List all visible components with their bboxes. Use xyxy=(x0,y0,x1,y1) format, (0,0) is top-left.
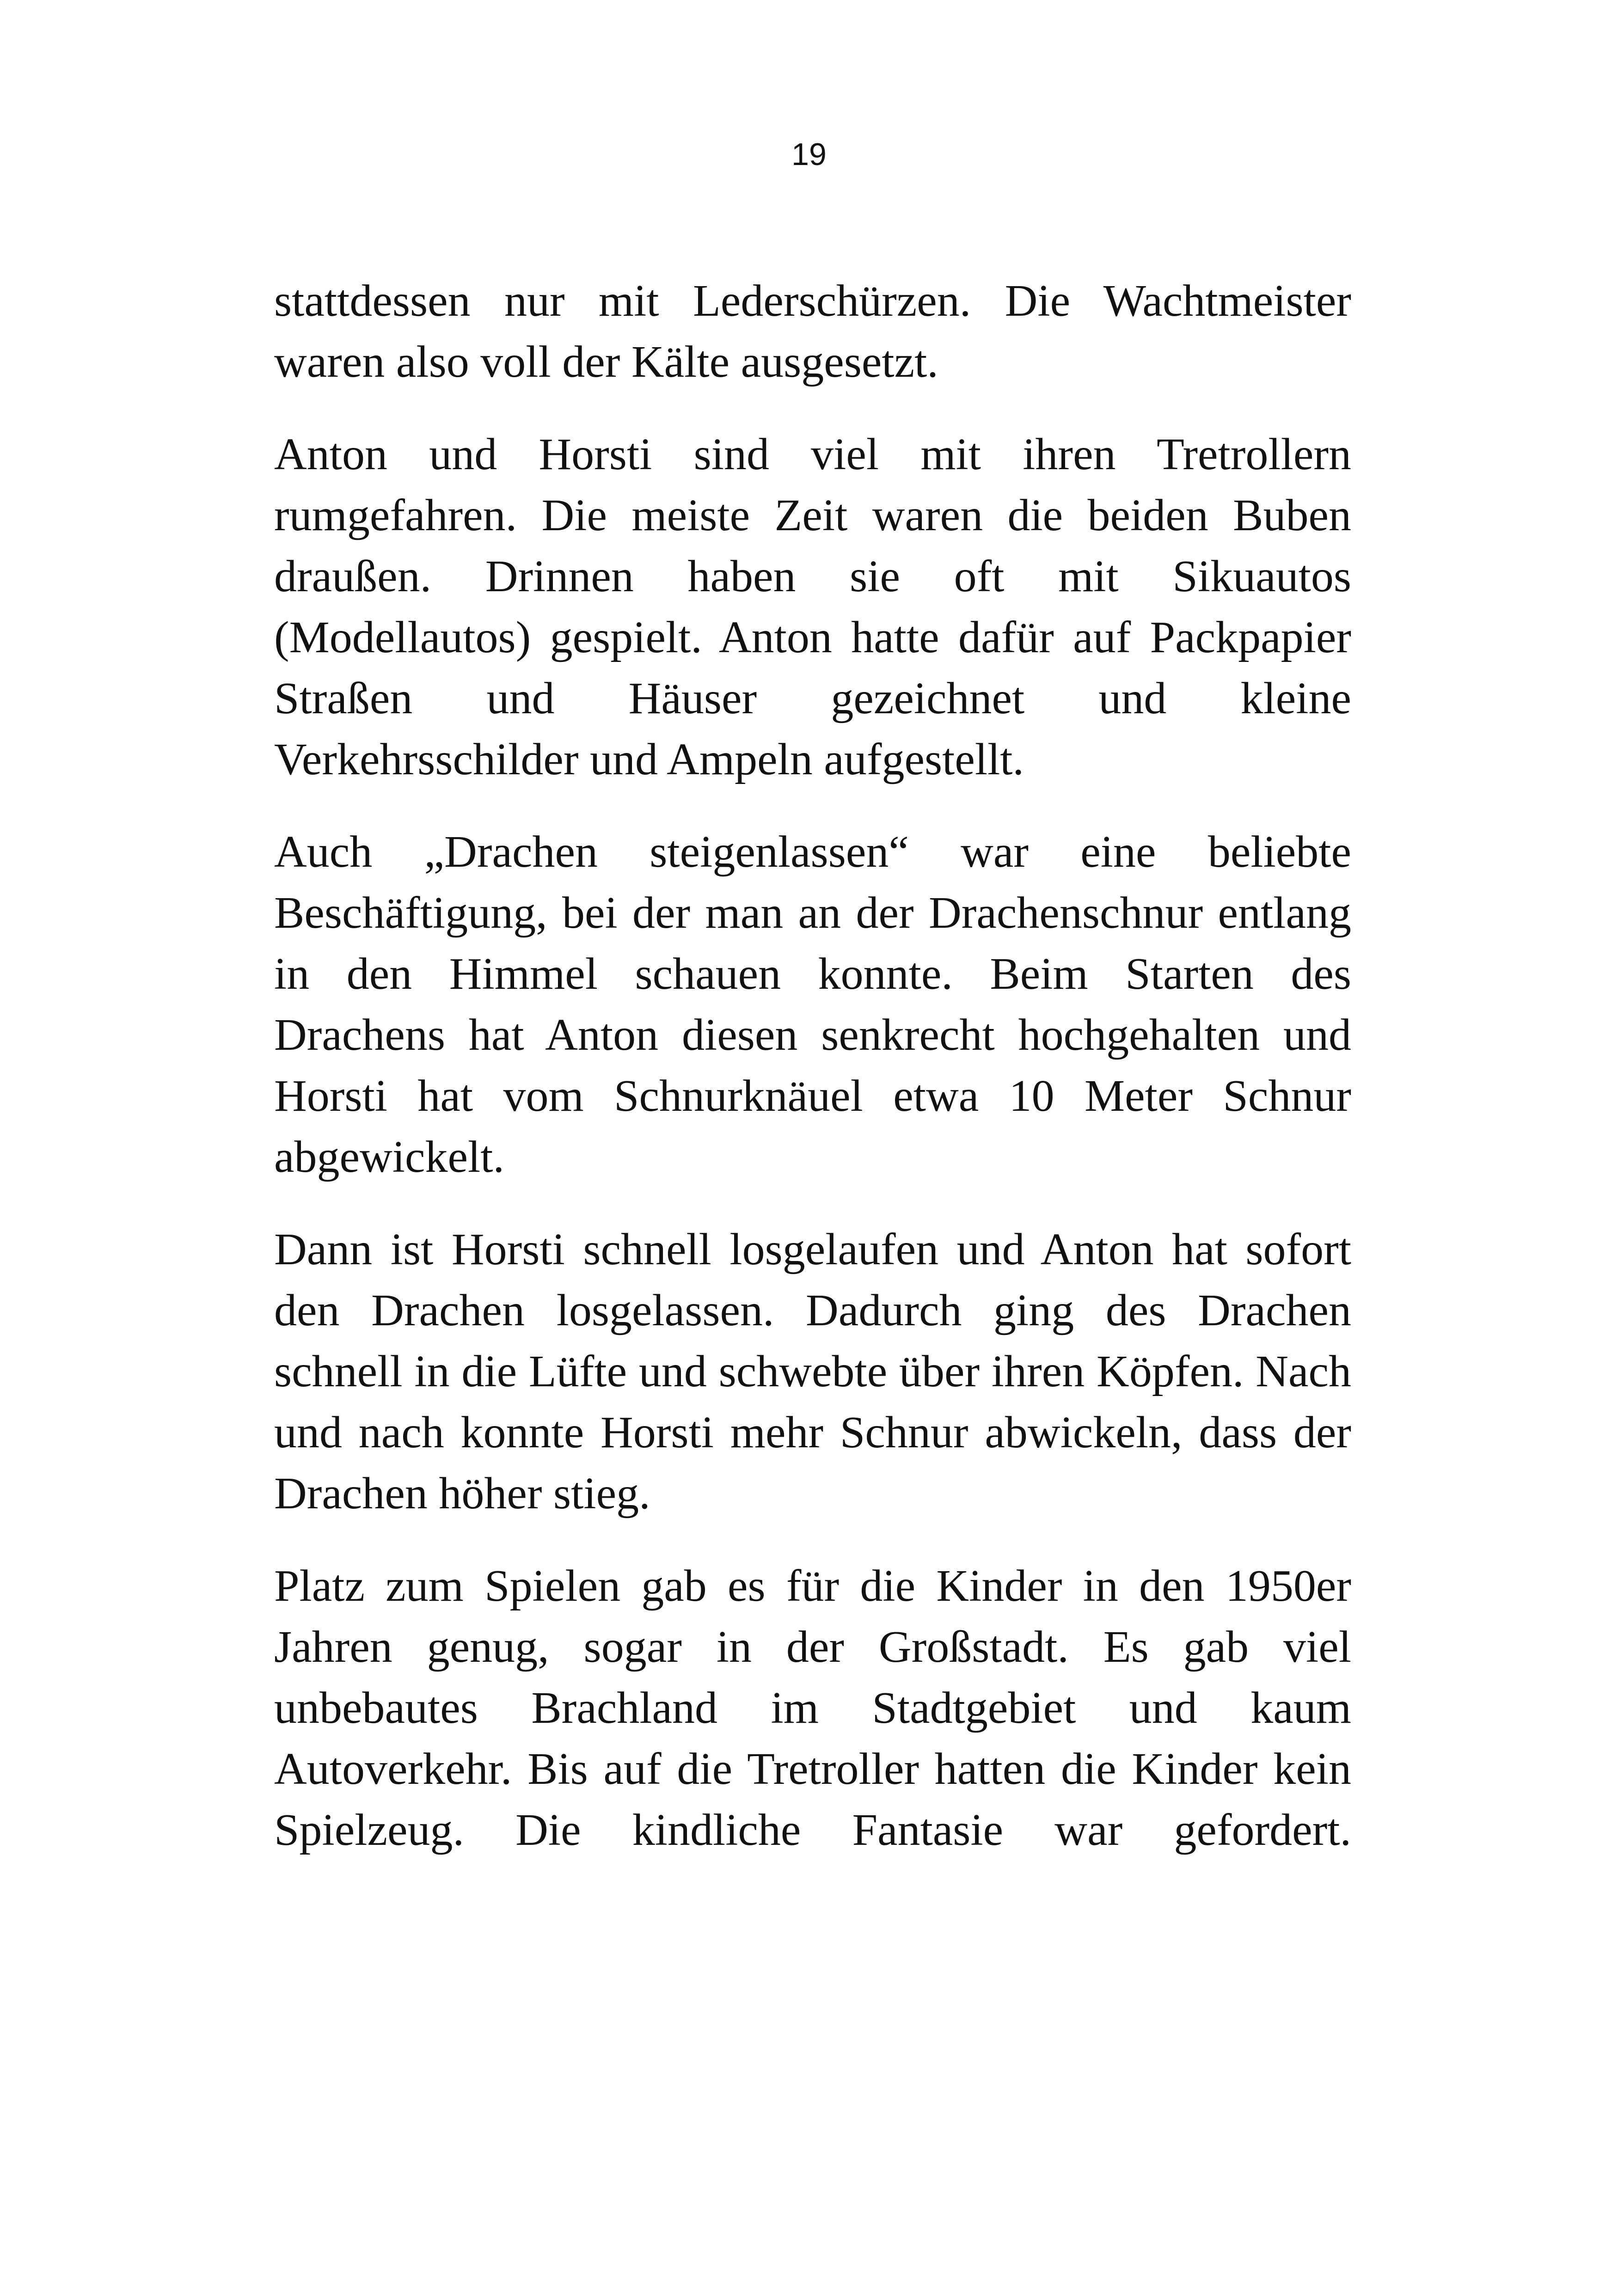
paragraph-4: Dann ist Horsti schnell losgelaufen und Anton hat sofort den Drachen losgelassen. Dadurch ging des Drachen schnell in die Lüfte und schwebte über ihren Köpfen. Nach und nach konnte Horsti mehr Schnur abwickeln, dass der Drachen höher stieg. xyxy=(274,1225,1351,1518)
body-text xyxy=(274,270,1351,1892)
paragraph-3: Auch „Drachen steigenlassen“ war eine beliebte Beschäftigung, bei der man an der Drachenschnur entlang in den Himmel schauen konnte. Beim Starten des Drachens hat Anton diesen senkrecht hochgehalten und Horsti hat vom Schnurknäuel etwa 10 Meter Schnur abgewickelt. xyxy=(274,827,1351,1182)
paragraph-2: Anton und Horsti sind viel mit ihren Tretrollern rumgefahren. Die meiste Zeit waren die beiden Buben draußen. Drinnen haben sie oft mit Sikuautos (Modellautos) gespielt. Anton hatte dafür auf Packpapier Straßen und Häuser gezeichnet und kleine Verkehrsschilder und Ampeln aufgestellt. xyxy=(274,429,1351,784)
paragraph-5: Platz zum Spielen gab es für die Kinder in den 1950er Jahren genug, sogar in der Großstadt. Es gab viel unbebautes Brachland im Stadtgebiet und kaum Autoverkehr. Bis auf die Tretroller hatten die Kinder kein Spielzeug. Die kindliche Fantasie war gefordert. xyxy=(274,1561,1351,1855)
paragraph-1: stattdessen nur mit Lederschürzen. Die Wachtmeister waren also voll der Kälte ausgesetzt. xyxy=(274,276,1351,387)
page-number: 19 xyxy=(791,137,827,172)
